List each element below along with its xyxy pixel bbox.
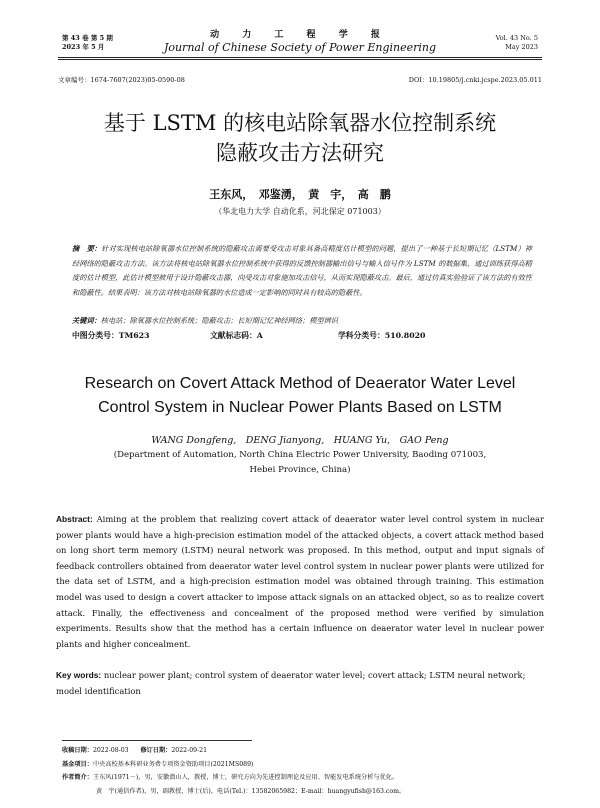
corresponding-label: 黄 宇(通信作者)， <box>96 787 151 795</box>
abstract-cn <box>72 242 532 300</box>
affiliation-cn: （华北电力大学 自动化系，河北保定 071003） <box>214 207 386 216</box>
author-bio-text: 王东风(1971－)，男，安徽潜山人，教授，博士，研究方向为先进控制理论及应用、智能发电系统分析与优化。 <box>92 774 399 781</box>
classification-row <box>72 330 532 341</box>
abstract-en-text: Aiming at the problem that realizing covert attack of deaerator water level control system in nuclear power plants would have a high-precision estimation model of the attacked objects, a covert attack method based on long short term memory (LSTM) neural network was proposed. In this method, output and input signals of feedback controllers obtained from deaerator water level control system in nuclear power plants were utilized for the data set of LSTM, and a high-precision estimation model was obtained through training. This estimation model was used to design a covert attacker to impose attack signals on an attacked object, so as to realize covert attack. Finally, the effectiveness and concealment of the proposed method were verified by simulation experiments. Results show that the method has a certain influence on deaerator water level in nuclear power plants and higher concealment. <box>56 514 544 649</box>
keywords-cn <box>72 314 532 328</box>
title-en-line1: Research on Covert Attack Method of Deaerator Water Level <box>84 375 516 392</box>
header-volume: 第 43 卷 第 5 期 <box>62 34 113 42</box>
authors-cn: 王东风， 邓鉴湧， 黄 宇， 高 鹏 <box>209 188 391 201</box>
header-volume-en: Vol. 43 No. 5 <box>495 34 538 42</box>
header-date-en: May 2023 <box>505 43 538 51</box>
abstract-en-label: Abstract: <box>56 514 93 524</box>
fund-text: 中央高校基本科研业务费专项资金资助项目(2021MS089) <box>92 760 254 768</box>
authors-en: WANG Dongfeng, DENG Jianyong, HUANG Yu, GAO Peng <box>151 435 449 446</box>
clc-number: 中图分类号：TM623 <box>72 331 150 340</box>
received-label: 收稿日期： <box>62 747 93 754</box>
keywords-cn-text: 核电站；除氧器水位控制系统；隐蔽攻击；长短期记忆神经网络；模型辨识 <box>100 316 338 325</box>
keywords-en-label: Key words: <box>56 670 102 680</box>
footnote-author <box>62 771 542 785</box>
title-cn-line2: 隐蔽攻击方法研究 <box>216 141 384 165</box>
journal-name-cn: 动 力 工 程 学 报 <box>210 30 390 40</box>
keywords-en <box>56 668 544 699</box>
corresponding-text: 男，副教授，博士(后)，电话(Tel.)：13582065982；E-mail：huangyufish@163.com。 <box>150 787 406 795</box>
header-volume-en-block <box>496 34 538 52</box>
received-date: 2022-08-03 <box>92 747 129 754</box>
affiliation-en <box>60 448 540 477</box>
abstract-cn-label: 摘 要： <box>72 244 102 253</box>
doi: DOI：10.19805/j.cnki.jcspe.2023.05.011 <box>408 76 542 84</box>
footnotes <box>62 744 542 798</box>
revised-label: 修订日期： <box>140 747 172 754</box>
author-bio-label: 作者简介： <box>62 774 93 781</box>
keywords-cn-label: 关键词： <box>72 316 101 325</box>
article-number: 文章编号：1674-7607(2023)05-0590-08 <box>58 76 185 84</box>
footnote-corresponding <box>62 785 542 799</box>
footnote-fund <box>62 758 542 772</box>
document-code: 文献标志码：A <box>210 331 263 340</box>
title-cn <box>60 108 540 168</box>
header-date-cn: 2023 年 5 月 <box>62 43 105 51</box>
keywords-en-text: nuclear power plant; control system of deaerator water level; covert attack; LSTM neural network; model identification <box>56 670 526 696</box>
affiliation-en-line1: (Department of Automation, North China Electric Power University, Baoding 071003, <box>113 450 487 460</box>
affiliation-en-line2: Hebei Province, China) <box>249 464 351 475</box>
subject-code: 学科分类号：510.8020 <box>338 331 426 340</box>
header-rule-bottom <box>58 59 542 60</box>
journal-name-en: Journal of Chinese Society of Power Engineering <box>163 41 437 54</box>
fund-label: 基金项目： <box>62 760 93 768</box>
revised-date: 2022-09-21 <box>171 747 208 754</box>
title-cn-line1: 基于 LSTM 的核电站除氧器水位控制系统 <box>103 111 497 135</box>
header-volume-block <box>62 34 113 52</box>
title-en-line2: Control System in Nuclear Power Plants Based on LSTM <box>98 399 502 416</box>
footnote-dates <box>62 744 542 758</box>
title-en <box>60 372 540 420</box>
header-rule-top <box>58 57 542 58</box>
header-journal-block <box>150 30 450 54</box>
footnote-rule <box>62 740 252 741</box>
abstract-en <box>56 512 544 652</box>
abstract-cn-text: 针对实现核电站除氧器水位控制系统的隐蔽攻击需要受攻击对象具备高精度估计模型的问题，提出了一种基于长短期记忆（LSTM）神经网络的隐蔽攻击方法。该方法将核电站除氧器水位控制系统中获得的反馈控制器输出信号与输入信号作为 LSTM 的数据集，通过训练获得高精度的估计模型，此估计模型被用于设计隐蔽攻击器，向受攻击对象施加攻击信号，从而实现隐蔽攻击。最后，通过仿真实验验证了该方法的有效性和隐蔽性。结果表明：该方法对核电站除氧器的水位造成一定影响的同时具有较高的隐蔽性。 <box>72 244 533 297</box>
